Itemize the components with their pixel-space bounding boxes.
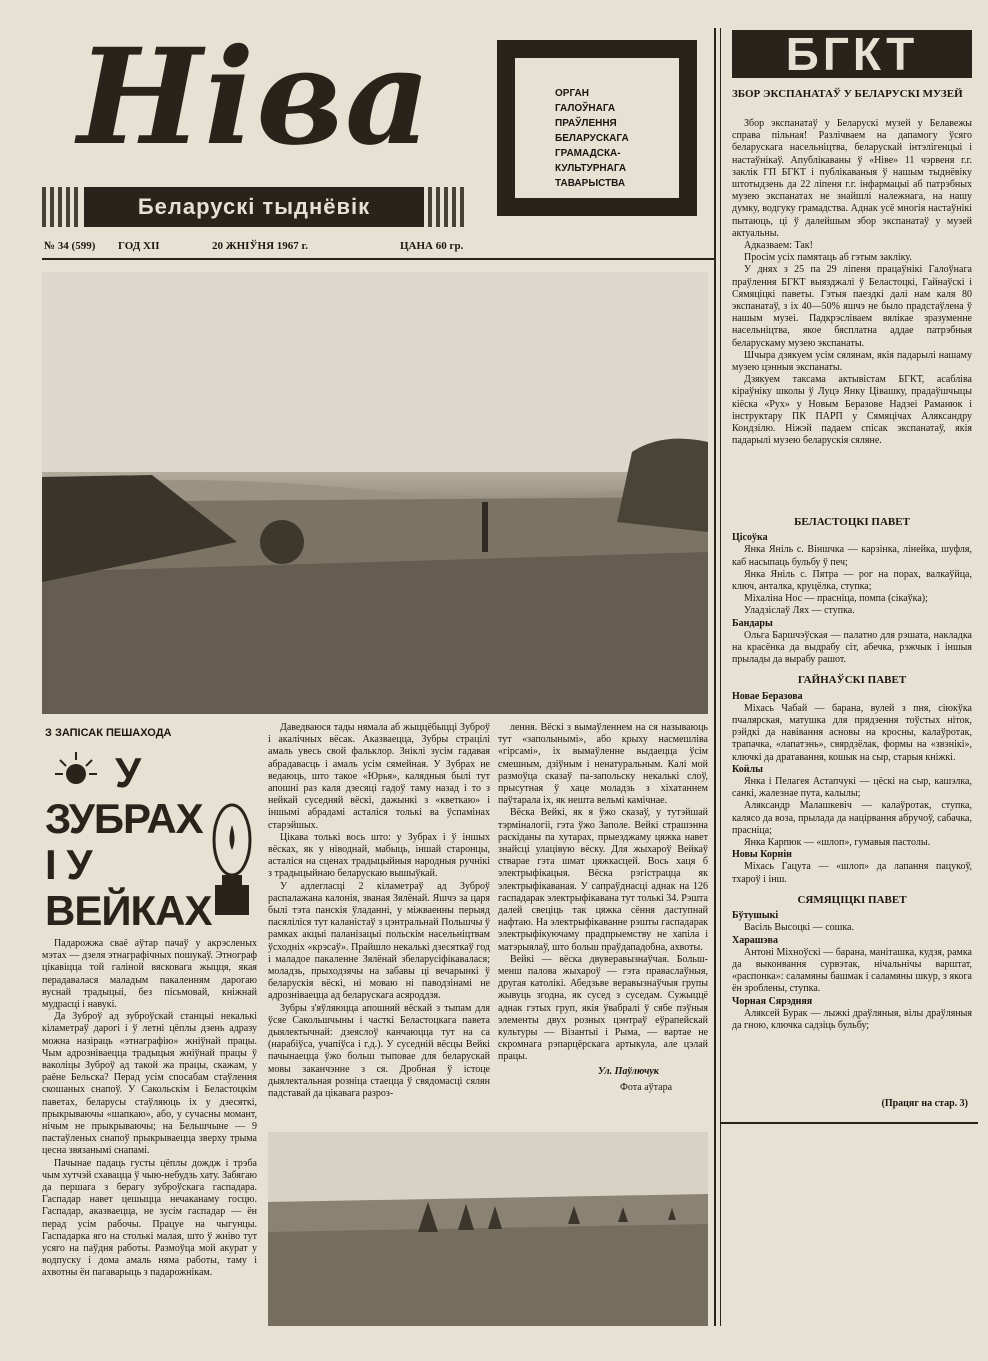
- donor-entry: Міхась Чабай — барана, вулей з пня, сіюкўка пчалярская, матушка для прядзення тоўстых ніток, рэйдкі да навівання асновы на кросны, калаўротак, трапачка, «лапатэнь», свярдзёлак, формы на «звэнікі», ключкі да дратавання, кошык на сыр, старыя кніжкі.: [732, 702, 972, 763]
- article-paragraph: Даведваюся тады нямала аб жыццёбыцці Зуброў і акалічных вёсак. Аказваецца, Зубры страцілі амаль увесь свой фальклор. Зніклі зусім гадавая абрадавасць і амаль усім сямейная. У Зубрах не ведаюць, што такое «Юрья», калядныя былі тут апошні раз каля дзесяці гадоў таму назад і то з нейкай суседняй вёскі, дажынкі з «кветкаю» і іншымі абрадамі асталіся толькі ва ўспамінах старэйшых.: [268, 722, 490, 831]
- article-signature: Ул. Паўлючук: [598, 1066, 659, 1077]
- bgkt-logo: БГКТ: [732, 30, 972, 78]
- issue-year: ГОД XII: [118, 240, 160, 252]
- sun-icon: [45, 752, 107, 792]
- headline-line: У: [115, 749, 141, 796]
- donor-entry: Янка Яніль с. Пятра — рог на порах, валкаўйца, ключ, анталка, круцёлка, ступка;: [732, 568, 972, 593]
- organ-line: ГРАМАДСКА-: [555, 148, 621, 159]
- bgkt-paragraph: Дзякуем таксама актывістам БГКТ, асабліва кіраўніку школы ў Луцэ Янку Цівашку, прадаўшчыцы кіёска «Рух» у Новым Беразове Надзеі Раманюк і інструктару ПК ПАРП у Сямяцічах Аляксандру Кондзілю. Ніжэй падаем спісак экспанатаў, якія падарылі музею беларускія сяляне.: [732, 374, 972, 447]
- ornament-right: [428, 187, 466, 227]
- organ-line: ТАВАРЫСТВА: [555, 178, 626, 189]
- headline-line: ЗУБРАХ: [45, 795, 203, 842]
- bgkt-sections: [732, 508, 972, 1032]
- article-paragraph: Падарожжа сваё аўтар пачаў у акрэсленых мэтах — дзеля этнаграфічных пошукаў. Этнограф цікавіцца той галіной вясковага жыцця, якая перадавалася маладым пакаленням дарогаю вуснай традыцыі, без пісьмовай, кніжнай мудрасці і навукі.: [42, 938, 257, 1011]
- article-paragraph: Вёска Вейкі, як я ўжо сказаў, у тутэйшай тэрміналогіі, гэта ўжо Заполе. Вейкі страшэнна раскіданы па хутарах, прыезджаму цяжка навет знайсці улацівую вёску. Для жыхароў Вейкаў стварае гэта шмат цяжкасцей. Вось хаця б электрыфікацыя. Вёска рэгістрацца як электрыфікаваная. У сапраўднасці аднак на 126 гаспадарак электрыфікавана тут толькі 34. Рэшта далей свеціць так цяжка сёння даступнай нафтаю. На электрыфікаванне рэшты гаспадарак электрыфікуючаму прадпрыемству не хапіла і матэрыялаў, што больш праўдападобна, ахвоты.: [498, 807, 708, 953]
- masthead-subtitle: Беларускі тыднёвік: [84, 187, 424, 227]
- article-paragraph: Пачынае падаць густы цёплы дождж і трэба чым хутчэй схавацца ў чыю-небудзь хату. Забягаю да першага з берагу зуброўскага гаспадара. Гаспадар навет цешыцца нечаканаму госцю. Гаспадар, аказваецца, не зусім гаспадар — ён перад усім рабочы. Працуе на чыгунцы. Гаспадарка яго на столькі малая, што ў жніво тут усяго на паўдня работы. Размоўца мой акурат у водпуску і дома амаль няма работы, таму і ахвотны ён пагаварыць з падарожнікам.: [42, 1157, 257, 1279]
- landscape-photo-graphic: [42, 272, 708, 714]
- article-paragraph: У адлегласці 2 кіламетраў ад Зуброў распалажана калонія, званая Зялёнай. Яшчэ за царя былі тэта панскія ўладанні, у міжваенны перыяд пасяліліся тут каланістаў з цэнтральнай Польшчы ў рамках акцыі паланізацыі польскім насельніцтвам ўсходніх «крэсаў». Прайшло некалькі дзесяткаў год і маладое пакаленне Зялёнай збеларусіфікавалася; моладзь, прыходзячы на забавы ці вечарынкі ў беларускія вёскі, ні моваю ні паводзінамі не адрозніваецца ад беларускага асяроддзя.: [268, 880, 490, 1002]
- donor-entry: Васіль Высоцкі — сошка.: [744, 922, 854, 934]
- photo-credit: Фота аўтара: [620, 1082, 673, 1093]
- issue-number: № 34 (599): [44, 240, 96, 252]
- district-title: СЯМЯЦІЦКІ ПАВЕТ: [797, 893, 907, 906]
- landscape-photo: [42, 272, 708, 714]
- donor-entry: Аляксандр Малашкевіч — калаўротак, ступка, калясо да воза, прылада да націрвання абручоў, сабачка, прасніца;: [732, 800, 972, 836]
- bgkt-paragraph: Шчыра дзякуем усім сялянам, якія падарылі нашаму музею цэнныя экспанаты.: [732, 349, 972, 374]
- organ-line: ОРГАН: [555, 88, 589, 99]
- header-rule: [42, 258, 714, 260]
- donor-entry: Янка і Пелагея Астапчукі — цёскі на сыр, кашэлка, санкі, жалезнае пута, калылы;: [732, 776, 972, 800]
- continued-note: (Працяг на стар. 3): [881, 1098, 968, 1109]
- right-column-rule: [720, 1122, 978, 1124]
- village-name: Чорная Сярэдняя: [732, 995, 813, 1007]
- article-headline: [45, 749, 260, 934]
- organ-line: ПРАЎЛЕННЯ: [555, 118, 617, 129]
- article-column-2: [268, 722, 490, 1100]
- article-column-3: [498, 722, 708, 1064]
- organ-line: БЕЛАРУСКАГА: [555, 133, 629, 144]
- donor-entry: Янка Яніль с. Віншчка — карзінка, лінейка, шуфля, каб насыпаць бульбу ў печ;: [732, 544, 972, 568]
- district-title: БЕЛАСТОЦКІ ПАВЕТ: [794, 516, 910, 528]
- bgkt-paragraph: Збор экспанатаў у Беларускі музей у Белавежы справа пільная! Разлічваем на дапамогу ўсяго беларускага насельніцтва, беларускай інтэлігенцыі і настаўнікаў. Апублікаваны ў «Ніве» 11 чэрвеня г.г. заклік ГП БГКТ і публікаваныя ў нашым тыднёвіку штотыдзень да 22 ліпеня г.г. інфармацыі аб патрэбных музею экспанатах не знайшлі належнага, на нашу думку, водгуку грамадства. Аднак усё многія настаўнікі пытаюць, ці ў далейшым збор экспанатаў у музей актуальны.: [732, 118, 972, 239]
- donor-entry: Аляксей Бурак — лыжкі драўляныя, вілы драўляныя да гною, ключка садзіць бульбу;: [732, 1007, 972, 1031]
- village-name: Харашэва: [732, 934, 778, 946]
- issue-date: 20 ЖНІЎНЯ 1967 г.: [212, 240, 309, 252]
- article-paragraph: Зубры з'яўляюцца апошняй вёскай з тыпам для ўсяе Сакольшчыны і часткі Беластоцкага павета дыялектычнай: дзеяслоў канчаюцца тут на са (нарабіўса, учапіўса і г.д.). У суседній вёсцы Вейкі пачынаецца ўжо больш тыповае для беларускай мовы заканчэнне з ся. Дробная ў істоце дыялектальная розніца стаецца ў свядомасці сялян падставай да цікавага разроз-: [268, 1002, 490, 1100]
- bgkt-paragraph: У днях з 25 па 29 ліпеня працаўнікі Галоўнага праўлення БГКТ выязджалі ў Беластоцкі, Гайнаўскі і Сямяціцкі паветы. Гэтыя паездкі далі нам каля 80 экспанатаў, з іх 40—50% яшчэ не было прадстаўлена ў нашым музеі. Падкрэсліваем вялікае зразуменне насельніцтва, якое бясплатна аддае патрэбныя беларускаму музею экспанаты.: [732, 264, 972, 349]
- district-title: ГАЙНАЎСКІ ПАВЕТ: [797, 674, 907, 687]
- issue-price: ЦАНА 60 гр.: [400, 240, 464, 252]
- article-paragraph: Да Зуброў ад зуброўскай станцыі некалькі кіламетраў дарогі і ў летні цёплы дзень адразу можна назіраць «этнаграфію» жніўнай працы. Чым адрозніваецца традыцыя жніўнай працы ў ваколіцы Зуброў ад такой жа працы, скажам, у раёне Бельска? Перад усім спосабам стаўлення скошаных снапоў. У Сакольскім і Беластоцкім паветах, беларусы стаўляюць іх у дзесяткі, прыкрываючы «шапкаю», або, у сучасны момант, нічым не прыкрываючы; на Бельшчыне — 9 пастаўленых снапоў прыкрываецца зверху трыма цесна звязанымі снапамі.: [42, 1011, 257, 1157]
- donor-entry: Антоні Міхноўскі — барана, маніташка, кудзя, рамка да выконвання сурвэтак, нічальнічы варштат, «распонка»: саламяны башмак і саламяны шкур, з якога ён зроблены, ступка.: [732, 946, 972, 995]
- article-column-1: [42, 938, 257, 1280]
- donor-entry: Уладзіслаў Лях — ступка.: [744, 605, 855, 617]
- headline-line: І У: [45, 841, 92, 888]
- village-name: Новы Корнін: [732, 849, 792, 861]
- organ-box: [497, 40, 697, 216]
- headline-line: ВЕЙКАХ: [45, 887, 212, 934]
- organ-line: ГАЛОЎНАГА: [555, 103, 616, 114]
- bgkt-paragraph: Просім усіх памятаць аб гэтым закліку.: [744, 252, 912, 264]
- bgkt-paragraph: Адказваем: Так!: [744, 240, 813, 252]
- article-paragraph: лення. Вёскі з вымаўленнем на ся называюць тут «заполынымі», або крыху насмешліва «гірсамі», іх вымаўленне выдаецца ўсім смешным, дзіўным і ненатуральным. Калі мой размоўца сказаў па-запольску некалькі слоў, прысутная ў хаце моладзь з хіхатаннем паўтарала іх, як нешта вельмі камічнае.: [498, 722, 708, 807]
- harvest-photo: [268, 1132, 708, 1326]
- article-paragraph: Вейкі — вёска двуверавызнаўчая. Больш-менш палова жыхароў — гэта праваслаўныя, другая католікі. Абедзьве веравызнаўчыя групы жывуць згодна, як сусед з суседам. Сужыццё аднак гэтых груп, якія ўвабралі ў сябе пэўныя элементы двух розных цэнтраў еўрапейскай культуры — Візантыі і Рыма, — вартае не скромнага рэпарцёрскага артыкула, але цэлай працы.: [498, 953, 708, 1063]
- article-rubric: З ЗАПІСАК ПЕШАХОДА: [45, 727, 172, 739]
- column-rule-inner: [720, 28, 721, 1326]
- donor-entry: Янка Карпюк — «шлоп», гумавыя пастолы.: [744, 837, 931, 849]
- organ-line: КУЛЬТУРНАГА: [555, 163, 627, 174]
- village-name: Койлы: [732, 763, 763, 775]
- organ-lines: [555, 86, 679, 191]
- masthead-title: Ніва: [77, 20, 433, 175]
- column-rule: [714, 28, 716, 1326]
- village-name: Новае Беразова: [732, 690, 803, 702]
- article-paragraph: Цікава толькі вось што: у Зубрах і ў іншых вёсках, як у ніводнай, мабыць, іншай старонцы, асталіся на сценах традыцыйныя народныя ручнікі з традыцыйнаю беларускаю вышыўкай.: [268, 831, 490, 880]
- village-name: Бандары: [732, 617, 773, 629]
- donor-entry: Міхаліна Нос — прасніца, помпа (сікаўка);: [744, 593, 928, 605]
- village-name: Бўтушыкі: [732, 910, 779, 922]
- lamp-icon: [205, 770, 260, 920]
- village-name: Цісоўка: [732, 532, 768, 544]
- ornament-left: [42, 187, 80, 227]
- donor-entry: Ольга Баршчэўская — палатно для рэшата, накладка на красёнка да выдрабу сіт, абечка, рэжчык і іншыя прылады да вырабу рашот.: [732, 629, 972, 666]
- donor-entry: Міхась Гацута — «шлоп» да лапання пацукоў, тхароў і інш.: [732, 861, 972, 885]
- bgkt-headline: ЗБОР ЭКСПАНАТАЎ У БЕЛАРУСКІ МУЗЕЙ: [732, 88, 963, 100]
- harvest-photo-graphic: [268, 1132, 708, 1326]
- bgkt-intro: [732, 118, 972, 447]
